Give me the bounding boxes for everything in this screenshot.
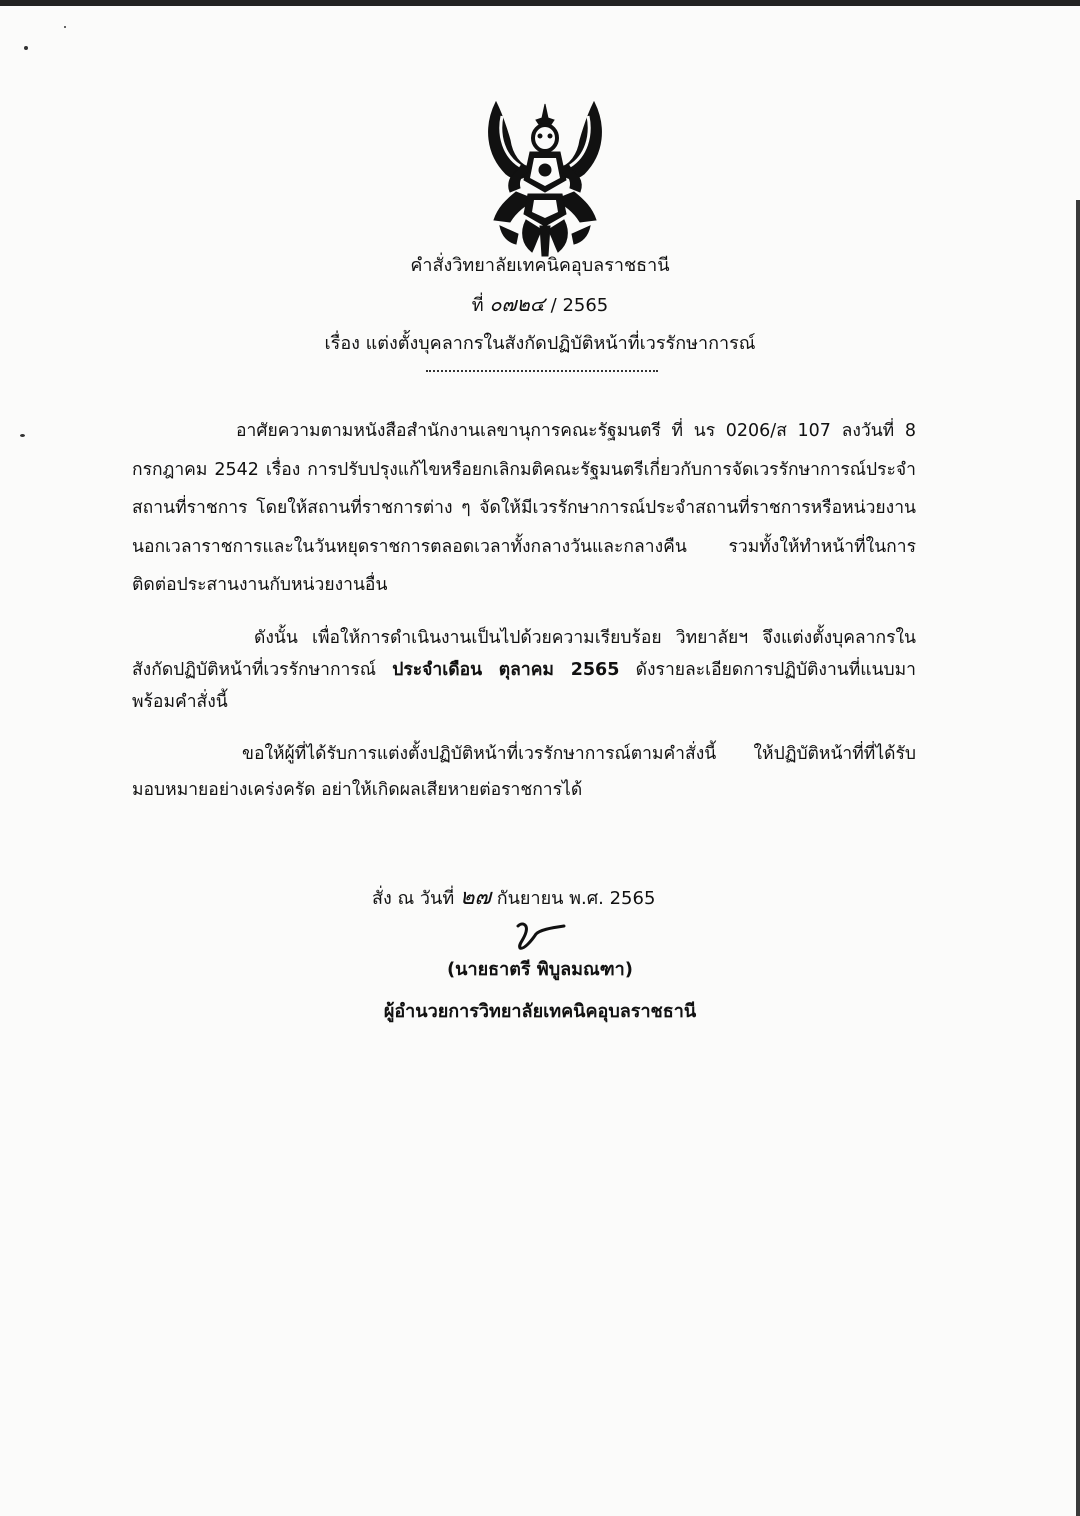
signer-name: (นายธาตรี พิบูลมณฑา): [446, 959, 634, 980]
scan-speck: [20, 434, 25, 437]
paragraph-authority: [132, 412, 916, 605]
paragraph-appointment: [132, 622, 916, 718]
scan-top-edge: [0, 0, 1080, 6]
signer-title: ผู้อำนวยการวิทยาลัยเทคนิคอุบลราชธานี: [383, 1001, 697, 1022]
paragraph-appointment-month: ประจำเดือน ตุลาคม 2565: [392, 660, 620, 680]
order-subject: เรื่อง แต่งตั้งบุคลากรในสังกัดปฏิบัติหน้าที่เวรรักษาการณ์: [324, 333, 756, 354]
paragraph-authority-text: อาศัยความตามหนังสือสำนักงานเลขานุการคณะรัฐมนตรี ที่ นร 0206/ส 107 ลงวันที่ 8 กรกฎาคม 2542 เรื่อง การปรับปรุงแก้ไขหรือยกเลิกมติคณะรัฐมนตรีเกี่ยวกับการจัดเวรรักษาการณ์ประจำสถานที่ราชการ โดยให้สถานที่ราชการต่าง ๆ จัดให้มีเวรรักษาการณ์ประจำสถานที่ราชการหรือหน่วยงานนอกเวลาราชการและในวันหยุดราชการตลอดเวลาทั้งกลางวันและกลางคืน รวมทั้งให้ทำหน้าที่ในการติดต่อประสานงานกับหน่วยงานอื่น: [132, 421, 916, 595]
paragraph-instruction: [132, 736, 916, 808]
order-number-year: / 2565: [550, 295, 609, 316]
order-number-handwritten: ๐๗๒๔: [489, 292, 545, 316]
paragraph-appointment-end: ดังรายละเอียดการปฏิบัติงานที่แนบมาพร้อมคำสั่งนี้: [132, 660, 917, 712]
handwritten-signature: [510, 918, 570, 954]
order-date: [372, 886, 655, 911]
order-number-prefix: ที่: [471, 295, 484, 316]
scan-speck: [64, 26, 66, 28]
scan-right-edge: [1076, 200, 1080, 1516]
order-date-prefix: สั่ง ณ วันที่: [372, 888, 455, 909]
order-number: [0, 292, 1080, 318]
order-date-day-handwritten: ๒๗: [459, 885, 491, 910]
dotted-separator: [426, 370, 658, 372]
scan-speck: [24, 46, 28, 50]
order-title: คำสั่งวิทยาลัยเทคนิคอุบลราชธานี: [410, 255, 670, 276]
paragraph-instruction-text: ขอให้ผู้ที่ได้รับการแต่งตั้งปฏิบัติหน้าที่เวรรักษาการณ์ตามคำสั่งนี้ ให้ปฏิบัติหน้าที่ที่ได้รับมอบหมายอย่างเคร่งครัด อย่าให้เกิดผลเสียหายต่อราชการได้: [132, 744, 916, 800]
paragraph-appointment-start: ดังนั้น เพื่อให้การดำเนินงานเป็นไปด้วยความเรียบร้อย วิทยาลัยฯ จึงแต่งตั้งบุคลากรในสังกัดปฏิบัติหน้าที่เวรรักษาการณ์: [132, 628, 916, 680]
garuda-emblem: [476, 96, 614, 258]
order-date-rest: กันยายน พ.ศ. 2565: [496, 888, 656, 909]
